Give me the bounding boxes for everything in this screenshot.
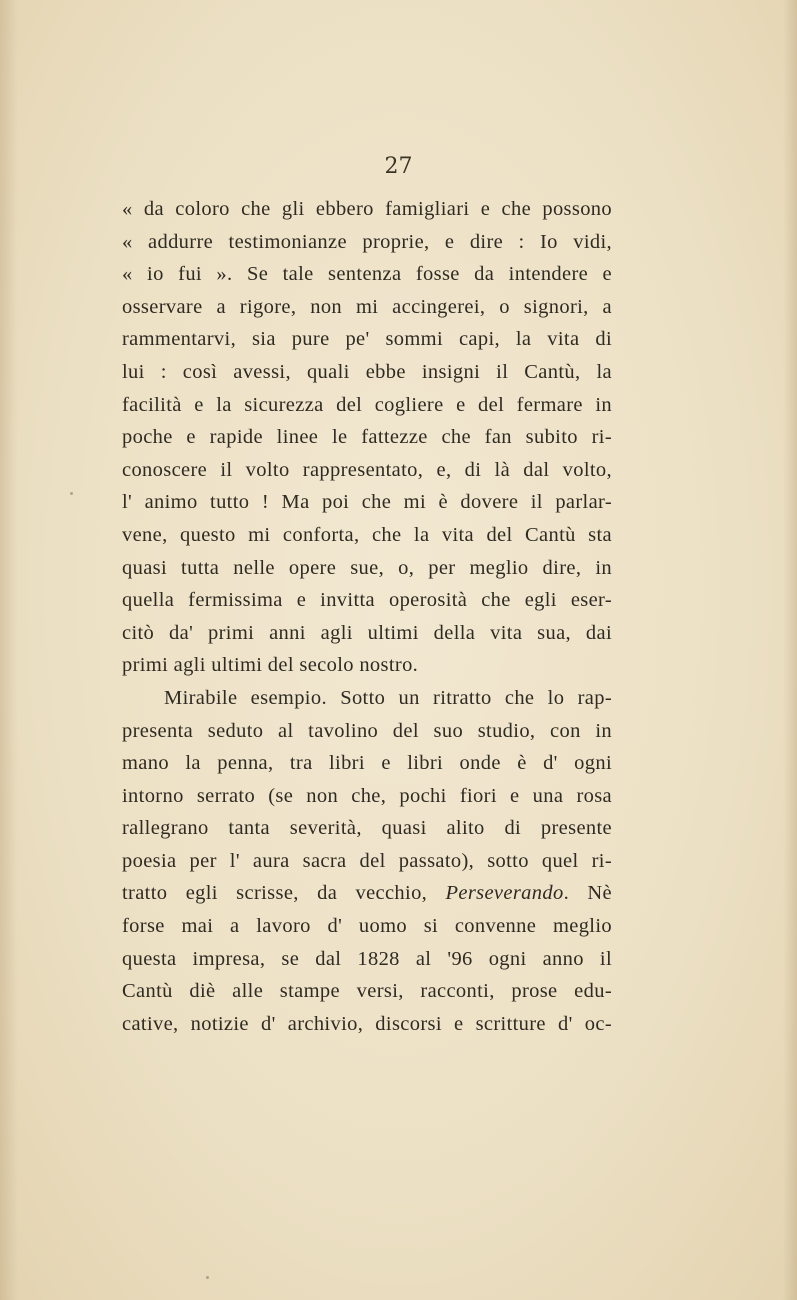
- text-line: l' animo tutto ! Ma poi che mi è dovere il parlar-: [122, 491, 612, 514]
- text-line: poche e rapide linee le fattezze che fan subito ri-: [122, 426, 612, 449]
- text-line: cative, notizie d' archivio, discorsi e scritture d' oc-: [122, 1012, 612, 1035]
- body-text: [122, 193, 612, 1040]
- italic-word: Perseverando: [445, 882, 564, 905]
- page-edge-shadow-right: [783, 0, 797, 1300]
- text-segment: tratto egli scrisse, da vecchio,: [122, 882, 428, 905]
- text-line: intorno serrato (se non che, pochi fiori e una rosa: [122, 784, 612, 807]
- text-line: vene, questo mi conforta, che la vita del Cantù sta: [122, 523, 612, 546]
- text-line: forse mai a lavoro d' uomo si convenne meglio: [122, 915, 612, 938]
- page-number: 27: [384, 154, 413, 179]
- text-line: rallegrano tanta severità, quasi alito di presente: [122, 817, 612, 840]
- text-line: « da coloro che gli ebbero famigliari e che possono: [122, 198, 612, 220]
- text-line: osservare a rigore, non mi accingerei, o signori, a: [122, 295, 612, 318]
- text-segment: . Nè: [563, 882, 612, 905]
- text-line: Mirabile esempio. Sotto un ritratto che lo rap-: [164, 686, 612, 709]
- page-edge-shadow-left: [0, 0, 18, 1300]
- text-line: poesia per l' aura sacra del passato), sotto quel ri-: [122, 849, 612, 872]
- text-line: citò da' primi anni agli ultimi della vita sua, dai: [122, 621, 612, 644]
- text-line: mano la penna, tra libri e libri onde è d' ogni: [122, 752, 612, 775]
- text-line: primi agli ultimi del secolo nostro.: [122, 654, 419, 677]
- paragraph-1: [122, 193, 612, 682]
- text-line: quasi tutta nelle opere sue, o, per meglio dire, in: [122, 556, 612, 579]
- text-line: quella fermissima e invitta operosità che egli eser-: [122, 589, 612, 612]
- text-line: lui : così avessi, quali ebbe insigni il Cantù, la: [122, 360, 612, 383]
- paragraph-2: [122, 682, 612, 1041]
- text-line-with-italic: [122, 877, 612, 910]
- text-line: questa impresa, se dal 1828 al '96 ogni anno il: [122, 947, 612, 970]
- text-line: « addurre testimonianze proprie, e dire : Io vidi,: [122, 230, 612, 253]
- text-line: facilità e la sicurezza del cogliere e del fermare in: [122, 393, 612, 416]
- text-line: rammentarvi, sia pure pe' sommi capi, la vita di: [122, 328, 612, 351]
- text-line: Cantù diè alle stampe versi, racconti, prose edu-: [122, 980, 612, 1003]
- text-line: presenta seduto al tavolino del suo studio, con in: [122, 719, 612, 742]
- text-line: « io fui ». Se tale sentenza fosse da intendere e: [122, 263, 612, 286]
- paper-speck: [206, 1276, 209, 1279]
- paper-speck: [70, 492, 73, 495]
- text-line: conoscere il volto rappresentato, e, di là dal volto,: [122, 458, 612, 481]
